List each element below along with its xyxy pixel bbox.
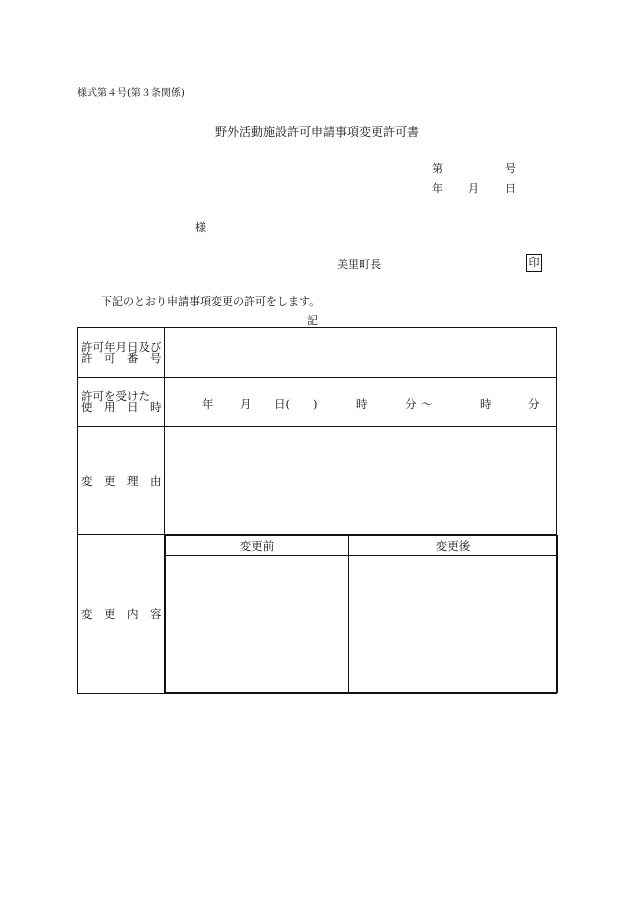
date-year: 年: [432, 182, 443, 195]
before-content: [166, 556, 349, 693]
seal-mark: 印: [526, 254, 542, 272]
content-value-cell: [165, 535, 557, 694]
addressee-suffix: 様: [195, 221, 206, 234]
permit-label-line1: 許可年月日及び: [81, 339, 162, 354]
usage-hour-start: 時: [356, 397, 368, 411]
usage-year: 年: [202, 397, 214, 411]
after-content: [349, 556, 558, 693]
usage-month: 月: [240, 397, 252, 411]
form-reference: 様式第４号(第３条関係): [77, 88, 185, 99]
reason-row: [78, 427, 557, 535]
content-row: [78, 535, 557, 694]
usage-minute-end: 分: [528, 397, 540, 411]
usage-tilde: 〜: [421, 397, 433, 411]
reason-label: 変 更 理 由: [81, 473, 162, 488]
usage-label-cell: [78, 378, 165, 427]
reason-value-cell: [165, 427, 557, 535]
body-text: 下記のとおり申請事項変更の許可をします。: [101, 295, 321, 308]
usage-row: [78, 378, 557, 427]
permit-label: [78, 339, 164, 365]
permit-row: [78, 328, 557, 378]
usage-minute-start: 分: [405, 397, 417, 411]
reason-label-cell: [78, 427, 165, 535]
usage-hour-end: 時: [480, 397, 492, 411]
ki-mark: 記: [307, 314, 318, 327]
date-month: 月: [468, 182, 479, 195]
permit-label-cell: [78, 328, 165, 378]
content-inner-table: [165, 535, 558, 693]
details-table: [77, 327, 557, 694]
content-label: 変 更 内 容: [81, 607, 162, 621]
before-header: 変更前: [166, 536, 349, 556]
doc-number-prefix: 第: [432, 162, 443, 175]
permit-label-line2: 許 可 番 号: [81, 350, 162, 365]
usage-label-line1: 許可を受けた: [81, 389, 150, 403]
date-day: 日: [505, 182, 516, 195]
after-header: 変更後: [349, 536, 558, 556]
usage-value-cell: [165, 378, 557, 427]
doc-number-suffix: 号: [505, 162, 516, 175]
usage-day: 日( ): [274, 397, 318, 411]
permit-value-cell: [165, 328, 557, 378]
issuer-name: 美里町長: [337, 258, 381, 271]
content-label-cell: [78, 535, 165, 694]
usage-label-line2: 使 用 日 時: [81, 400, 162, 414]
usage-label: [78, 391, 164, 413]
document-title: 野外活動施設許可申請事項変更許可書: [215, 125, 420, 139]
